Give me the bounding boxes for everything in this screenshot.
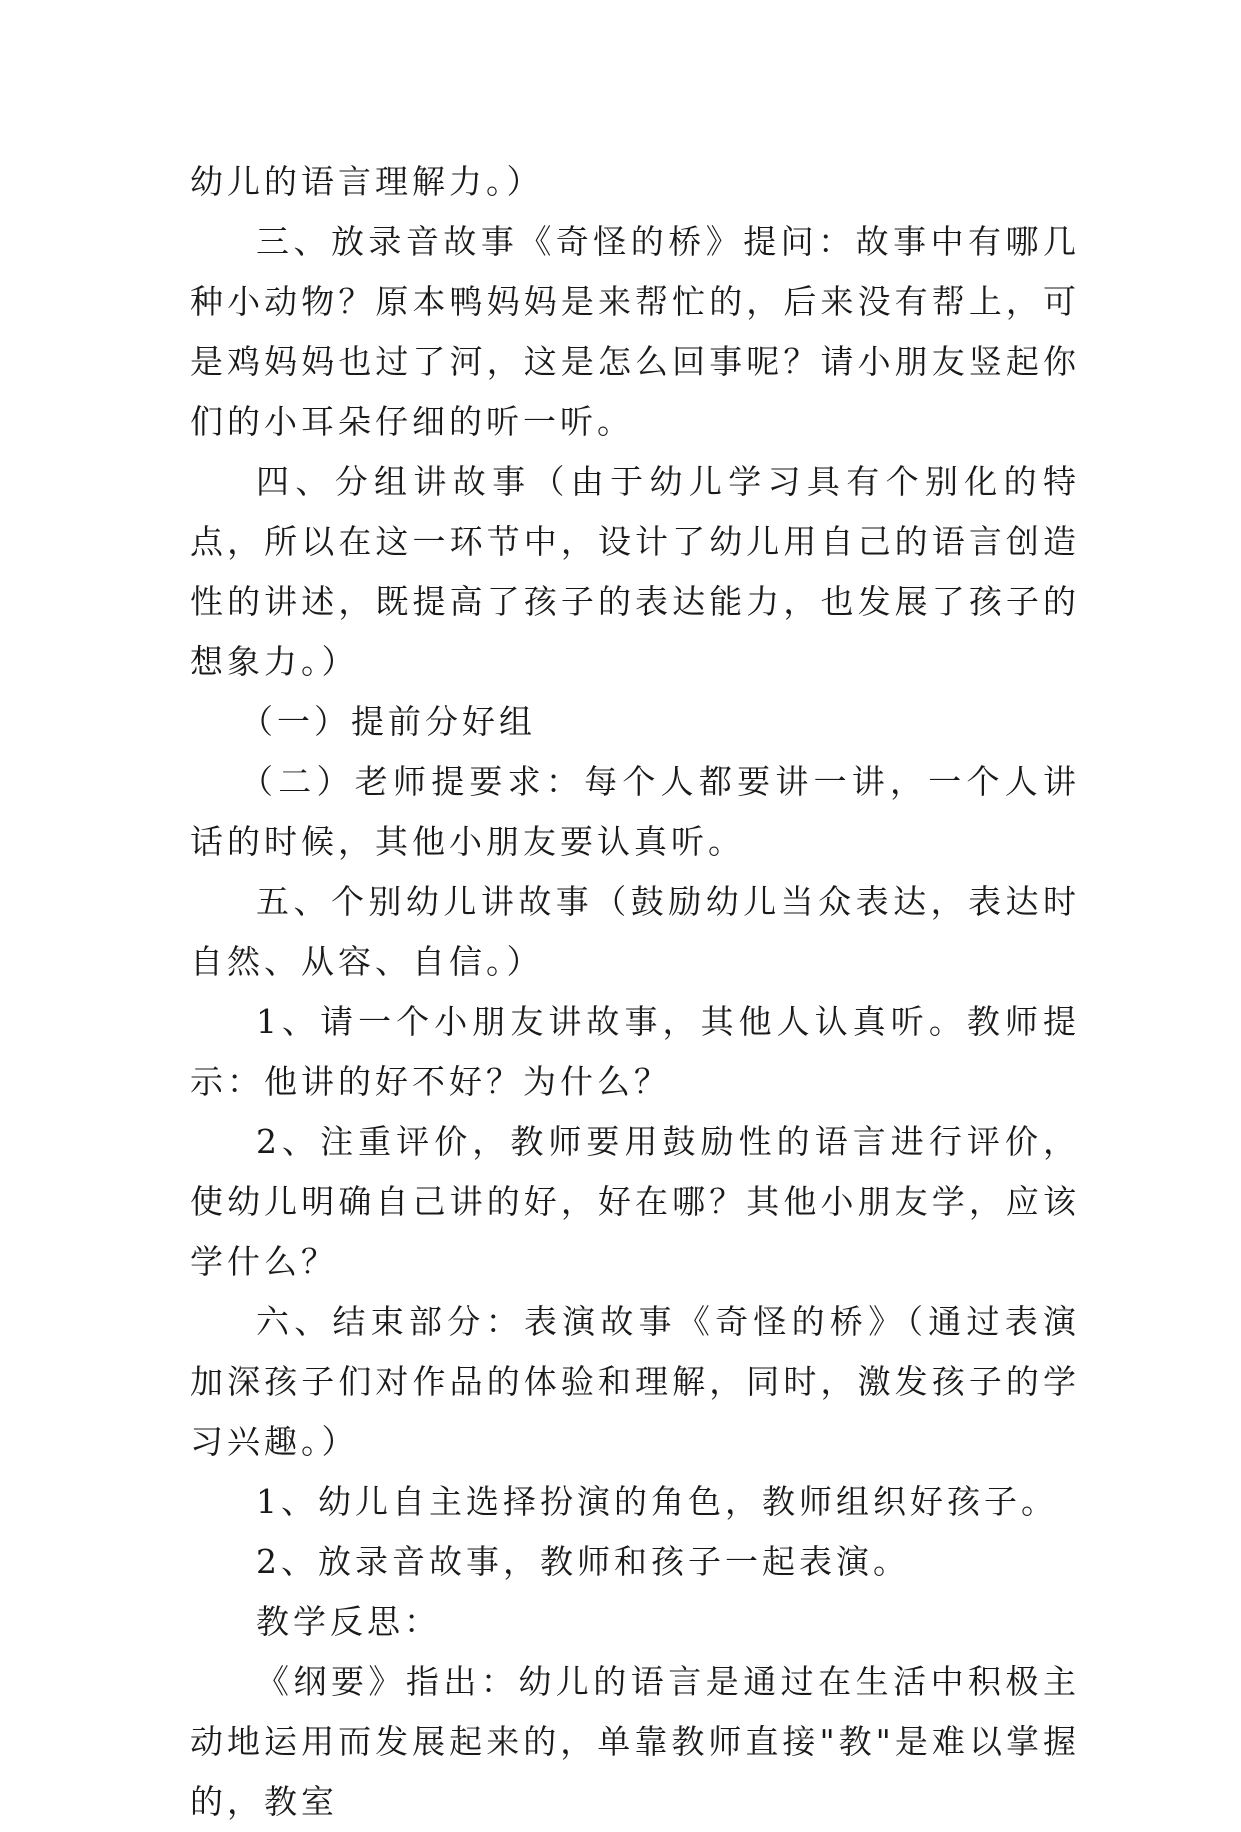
paragraph-item-5-2: 2、注重评价，教师要用鼓励性的语言进行评价，使幼儿明确自己讲的好，好在哪？其他小朋友学，应该学什么？ — [190, 1122, 1080, 1281]
paragraph-section-5: 五、个别幼儿讲故事（鼓励幼儿当众表达，表达时自然、从容、自信。） — [190, 882, 1080, 981]
document-body — [190, 152, 1080, 1832]
paragraph-item-6-1: 1、幼儿自主选择扮演的角色，教师组织好孩子。 — [256, 1482, 1058, 1521]
paragraph-subitem-1: （一）提前分好组 — [240, 702, 536, 741]
paragraph-section-4: 四、分组讲故事（由于幼儿学习具有个别化的特点，所以在这一环节中，设计了幼儿用自己的语言创造性的讲述，既提高了孩子的表达能力，也发展了孩子的想象力。） — [190, 462, 1080, 681]
paragraph-subitem-2: （二）老师提要求：每个人都要讲一讲，一个人讲话的时候，其他小朋友要认真听。 — [190, 762, 1080, 861]
paragraph-reflection-body: 《纲要》指出：幼儿的语言是通过在生活中积极主动地运用而发展起来的，单靠教师直接"教"是难以掌握的，教室 — [190, 1662, 1080, 1821]
paragraph-item-5-1: 1、请一个小朋友讲故事，其他人认真听。教师提示：他讲的好不好？为什么？ — [190, 1002, 1080, 1101]
paragraph-continuation: 幼儿的语言理解力。） — [190, 162, 544, 201]
paragraph-item-6-2: 2、放录音故事，教师和孩子一起表演。 — [256, 1542, 910, 1581]
paragraph-reflection-heading: 教学反思： — [256, 1602, 441, 1641]
paragraph-section-3: 三、放录音故事《奇怪的桥》提问：故事中有哪几种小动物？原本鸭妈妈是来帮忙的，后来没有帮上，可是鸡妈妈也过了河，这是怎么回事呢？请小朋友竖起你们的小耳朵仔细的听一听。 — [190, 222, 1080, 441]
paragraph-section-6: 六、结束部分：表演故事《奇怪的桥》（通过表演加深孩子们对作品的体验和理解，同时，激发孩子的学习兴趣。） — [190, 1302, 1080, 1461]
